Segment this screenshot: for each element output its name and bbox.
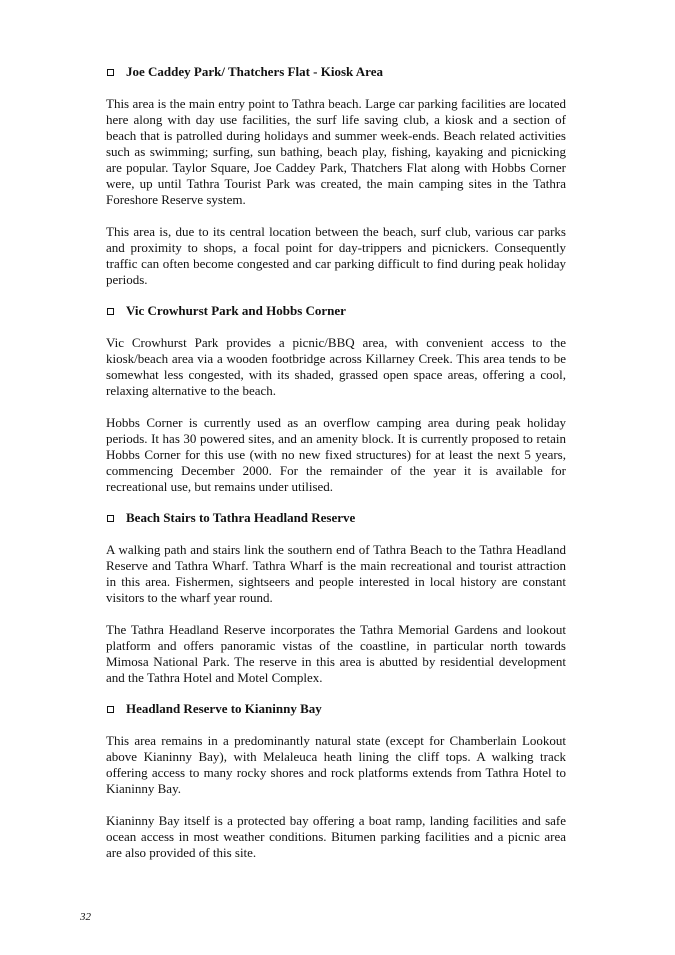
paragraph: Hobbs Corner is currently used as an overflow camping area during peak holiday periods. It has 30 powered sites, and an amenity block. It is currently proposed to retain Hobbs Corner for this use (with no new fixed structures) for at least the next 5 years, commencing December 2000. For the remainder of the year it is available for recreational use, but remains under utilised. (106, 415, 566, 494)
page-number: 32 (80, 911, 91, 923)
document-body (106, 63, 566, 861)
checkbox-bullet-icon (107, 308, 114, 315)
section-heading (106, 509, 566, 527)
section-heading-text: Joe Caddey Park/ Thatchers Flat - Kiosk Area (126, 64, 383, 79)
checkbox-bullet-icon (107, 515, 114, 522)
checkbox-bullet-icon (107, 706, 114, 713)
paragraph: Vic Crowhurst Park provides a picnic/BBQ area, with convenient access to the kiosk/beach area via a wooden footbridge across Killarney Creek. This area tends to be somewhat less congested, with its shaded, grassed open space areas, offering a cool, relaxing alternative to the beach. (106, 335, 566, 398)
paragraph: Kianinny Bay itself is a protected bay offering a boat ramp, landing facilities and safe ocean access in most weather conditions. Bitumen parking facilities and a picnic area are also provided of this site. (106, 813, 566, 860)
section-heading-text: Vic Crowhurst Park and Hobbs Corner (126, 303, 346, 318)
section-heading (106, 63, 566, 81)
paragraph: This area is the main entry point to Tathra beach. Large car parking facilities are located here along with day use facilities, the surf life saving club, a kiosk and a section of beach that is patrolled during holidays and summer week-ends. Beach related activities such as swimming; surfing, sun bathing, beach play, fishing, kayaking and picnicking are popular. Taylor Square, Joe Caddey Park, Thatchers Flat along with Hobbs Corner were, up until Tathra Tourist Park was created, the main camping sites in the Tathra Foreshore Reserve system. (106, 96, 566, 207)
section-heading (106, 700, 566, 718)
paragraph: A walking path and stairs link the southern end of Tathra Beach to the Tathra Headland Reserve and Tathra Wharf. Tathra Wharf is the main recreational and tourist attraction in this area. Fishermen, sightseers and people interested in local history are constant visitors to the wharf year round. (106, 542, 566, 605)
paragraph: The Tathra Headland Reserve incorporates the Tathra Memorial Gardens and lookout platform and offers panoramic vistas of the coastline, in particular north towards Mimosa National Park. The reserve in this area is abutted by residential development and the Tathra Hotel and Motel Complex. (106, 622, 566, 685)
paragraph: This area remains in a predominantly natural state (except for Chamberlain Lookout above Kianinny Bay), with Melaleuca heath lining the cliff tops. A walking track offering access to many rocky shores and rock platforms extends from Tathra Hotel to Kianinny Bay. (106, 733, 566, 796)
section-heading-text: Beach Stairs to Tathra Headland Reserve (126, 510, 356, 525)
section-heading (106, 302, 566, 320)
section-heading-text: Headland Reserve to Kianinny Bay (126, 701, 322, 716)
checkbox-bullet-icon (107, 69, 114, 76)
paragraph: This area is, due to its central location between the beach, surf club, various car parks and proximity to shops, a focal point for day-trippers and picnickers. Consequently traffic can often become congested and car parking difficult to find during peak holiday periods. (106, 224, 566, 287)
